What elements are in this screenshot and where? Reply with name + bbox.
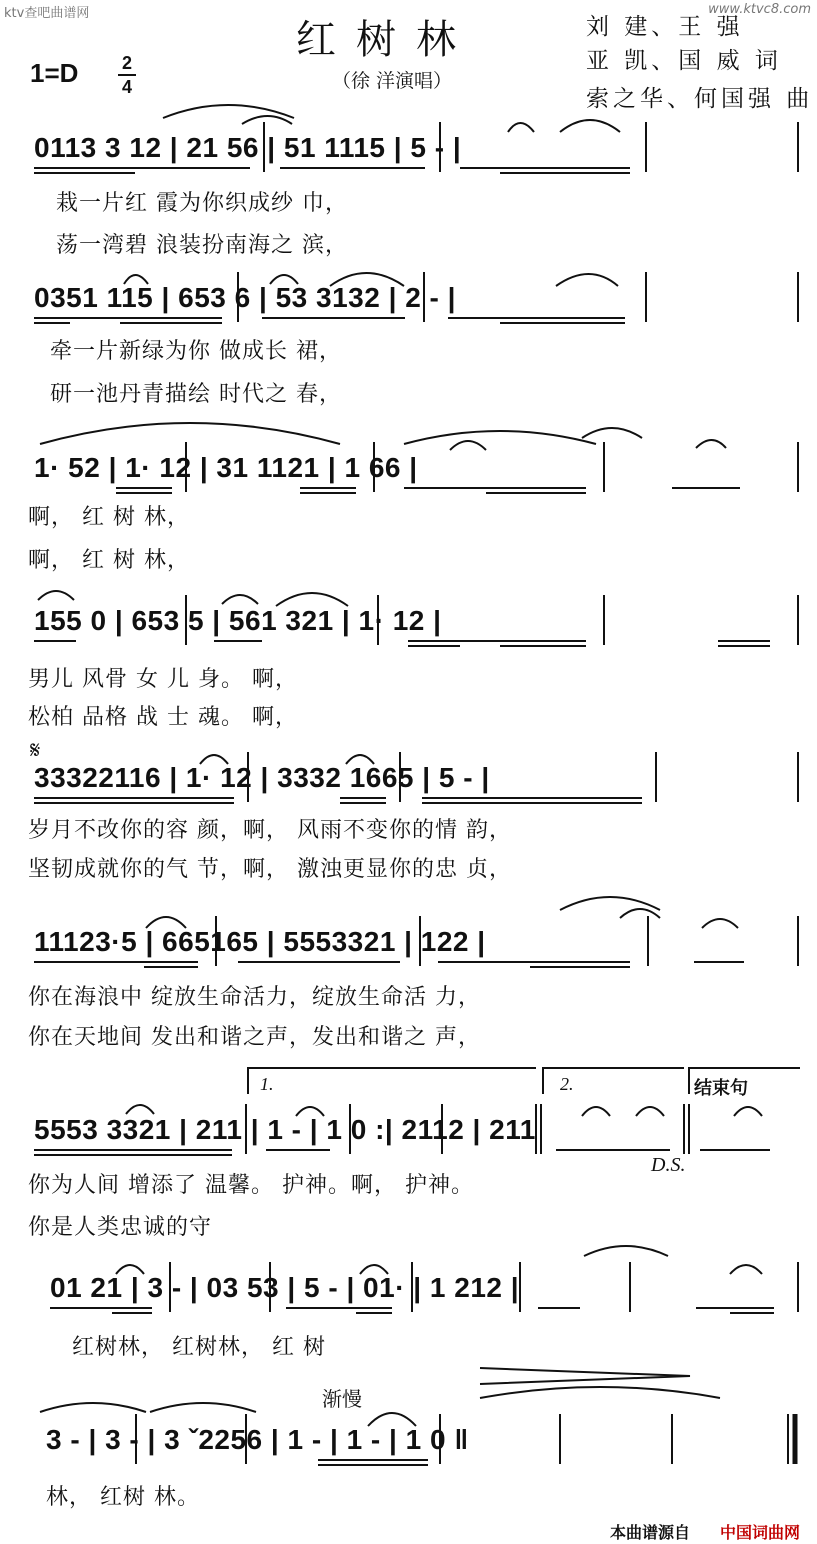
notation-row-4: 155 0 | 653 5 | 561 321 | 1· 12 | bbox=[34, 605, 442, 636]
credit-line-3: 索之华、何国强 曲 bbox=[586, 86, 814, 112]
lyric-row-1-verse-2: 荡一湾碧 浪装扮南海之 滨， bbox=[56, 233, 348, 258]
lyric-row-6-verse-1: 你在海浪中 绽放生命活力，绽放生命活 力， bbox=[28, 985, 481, 1010]
notation-row-6: 11123·5 | 665165 | 5553321 | 122 | bbox=[34, 926, 486, 957]
lyric-row-9: 林， 红树 林。 bbox=[46, 1485, 200, 1510]
ending-phrase-label: 结束句 bbox=[694, 1078, 748, 1099]
key-signature: 1=D bbox=[30, 58, 79, 88]
notation-row-7: 5553 3321 | 211 | 1 - | 1 0 :| 2112 | 211 bbox=[34, 1114, 536, 1145]
notation-row-8: 01 21 | 3 - | 03 53 | 5 - | 01· | 1 212 | bbox=[50, 1272, 520, 1303]
tempo-mark-ritardando: 渐慢 bbox=[322, 1387, 362, 1411]
footer-site-name: 中国词曲网 bbox=[720, 1523, 801, 1542]
lyric-row-4-verse-1: 男儿 风骨 女 儿 身。 啊， bbox=[28, 667, 298, 692]
lyric-row-1-verse-1: 栽一片红 霞为你织成纱 巾， bbox=[56, 191, 348, 216]
time-signature-top: 2 bbox=[121, 53, 132, 73]
lyric-row-8: 红树林， 红树林， 红 树 bbox=[72, 1335, 326, 1360]
song-title: 红树林 bbox=[296, 17, 476, 63]
time-signature-bottom: 4 bbox=[121, 77, 132, 97]
segno-sign: 𝄋 bbox=[30, 736, 41, 764]
notation-row-5: 33322116 | 1· 12 | 3332 1665 | 5 - | bbox=[34, 762, 490, 793]
lyric-row-7-verse-1: 你为人间 增添了 温馨。 护神。啊， 护神。 bbox=[28, 1173, 474, 1198]
watermark-top-right: www.ktvc8.com bbox=[708, 2, 811, 17]
lyric-row-2-verse-1: 牵一片新绿为你 做成长 裙， bbox=[50, 339, 342, 364]
lyric-row-4-verse-2: 松柏 品格 战 士 魂。 啊， bbox=[28, 705, 298, 730]
volta-second-label: 2. bbox=[560, 1074, 574, 1094]
notation-row-1: 0113 3 12 | 21 56 | 51 1115 | 5 - | bbox=[34, 132, 462, 163]
lyric-row-5-verse-1: 岁月不改你的容 颜，啊， 风雨不变你的情 韵， bbox=[28, 818, 512, 843]
credit-line-2: 亚 凯、国 威 词 bbox=[586, 48, 782, 74]
notation-row-3: 1· 52 | 1· 12 | 31 1121 | 1 66 | bbox=[34, 452, 418, 483]
notation-row-9: 3 - | 3 - | 3 ˇ2256 | 1 - | 1 - | 1 0 ‖ bbox=[46, 1424, 469, 1455]
lyric-row-7-verse-2: 你是人类忠诚的守 bbox=[28, 1215, 213, 1240]
credit-line-1: 刘 建、王 强 bbox=[586, 14, 744, 40]
lyric-row-3-verse-1: 啊， 红 树 林， bbox=[28, 505, 190, 530]
singer-note: （徐 洋演唱） bbox=[332, 70, 453, 92]
lyric-row-2-verse-2: 研一池丹青描绘 时代之 春， bbox=[50, 382, 342, 407]
volta-first-label: 1. bbox=[260, 1074, 274, 1094]
footer-source-label: 本曲谱源自 bbox=[610, 1523, 691, 1542]
lyric-row-3-verse-2: 啊， 红 树 林， bbox=[28, 548, 190, 573]
dal-segno-mark: D.S. bbox=[651, 1154, 686, 1176]
watermark-top-left: ktv查吧曲谱网 bbox=[4, 6, 90, 21]
lyric-row-6-verse-2: 你在天地间 发出和谐之声，发出和谐之 声， bbox=[28, 1025, 481, 1050]
lyric-row-5-verse-2: 坚韧成就你的气 节，啊， 激浊更显你的忠 贞， bbox=[28, 857, 512, 882]
notation-row-2: 0351 115 | 653 6 | 53 3132 | 2 - | bbox=[34, 282, 456, 313]
